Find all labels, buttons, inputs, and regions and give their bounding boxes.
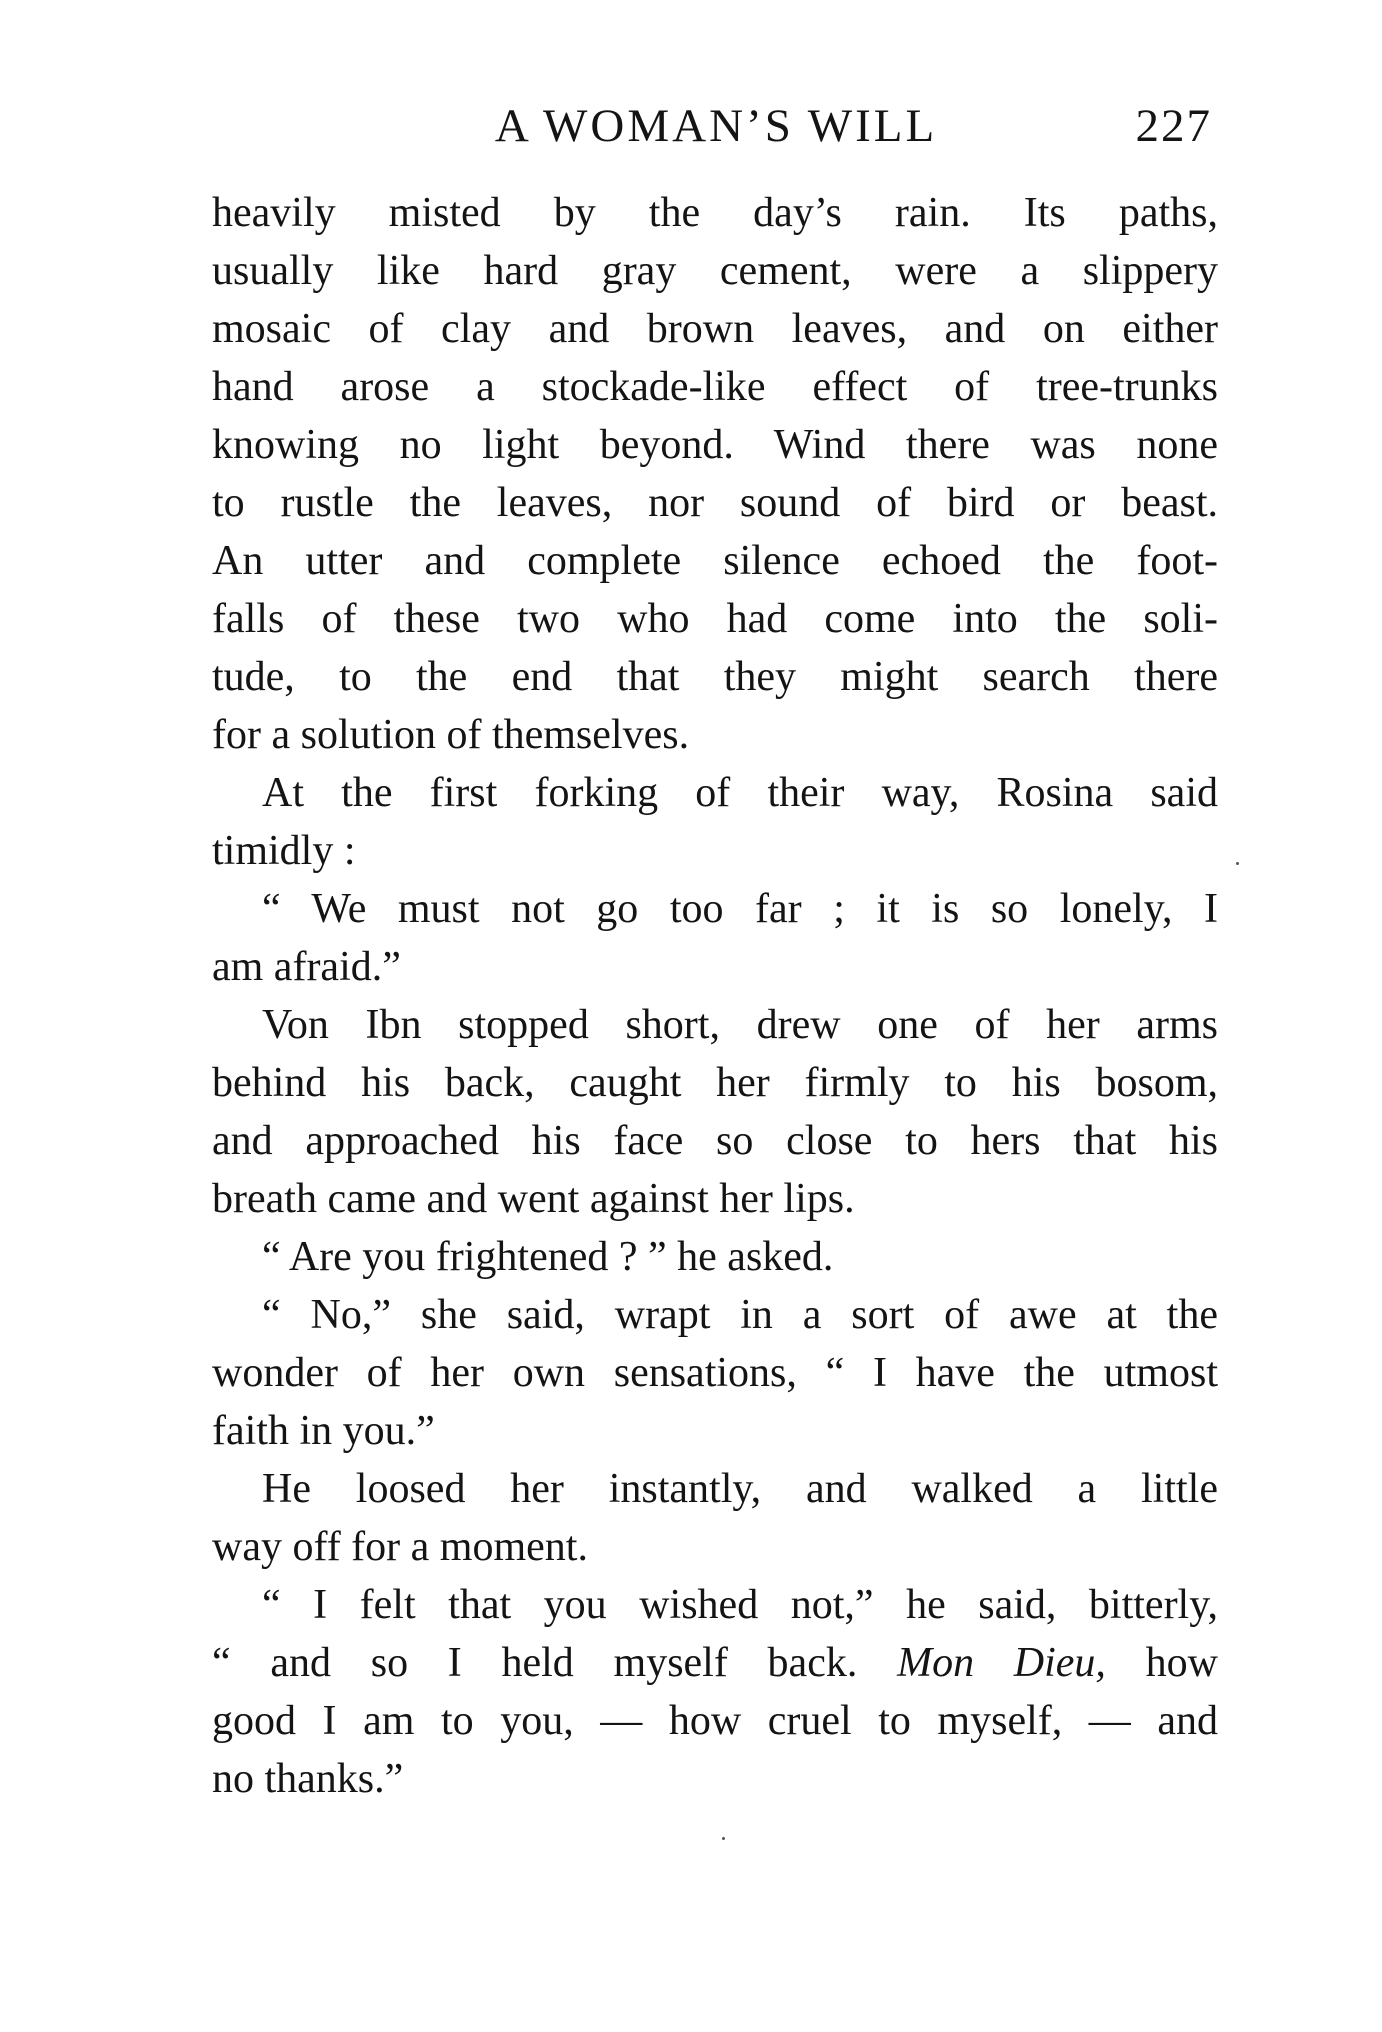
- text-line: At the first forking of their way, Rosina said: [262, 770, 1218, 816]
- text-line: “ We must not go too far ; it is so lonely, I: [262, 886, 1218, 932]
- text-line: timidly :: [212, 828, 356, 874]
- text-line: Von Ibn stopped short, drew one of her arms: [262, 1002, 1218, 1048]
- text-line: heavily misted by the day’s rain. Its paths,: [212, 190, 1218, 236]
- italic-phrase: Mon Dieu,: [897, 1640, 1106, 1686]
- text-line: knowing no light beyond. Wind there was none: [212, 422, 1218, 468]
- running-header: [212, 96, 1220, 156]
- text-line: An utter and complete silence echoed the foot-: [212, 538, 1218, 584]
- text-line: “ I felt that you wished not,” he said, bitterly,: [262, 1582, 1218, 1628]
- text-line: He loosed her instantly, and walked a little: [262, 1466, 1218, 1512]
- text-line: usually like hard gray cement, were a slippery: [212, 248, 1218, 294]
- text-segment: “ and so I held myself back.: [212, 1640, 858, 1686]
- text-line: no thanks.”: [212, 1756, 404, 1802]
- text-line: to rustle the leaves, nor sound of bird or beast.: [212, 480, 1218, 526]
- text-line: wonder of her own sensations, “ I have the utmost: [212, 1350, 1218, 1396]
- text-line: good I am to you, — how cruel to myself, — and: [212, 1698, 1218, 1744]
- page-number: 227: [1135, 100, 1212, 152]
- text-line: falls of these two who had come into the soli-: [212, 596, 1218, 642]
- text-line: faith in you.”: [212, 1408, 435, 1454]
- text-line: breath came and went against her lips.: [212, 1176, 855, 1222]
- text-line: am afraid.”: [212, 944, 401, 990]
- paper-speck: [722, 1837, 725, 1840]
- text-line: behind his back, caught her firmly to his bosom,: [212, 1060, 1218, 1106]
- paper-speck: [1236, 862, 1239, 865]
- text-line: mosaic of clay and brown leaves, and on either: [212, 306, 1218, 352]
- text-line: “ Are you frightened ? ” he asked.: [262, 1234, 834, 1280]
- text-line: [212, 1634, 1218, 1692]
- body-text: [212, 184, 1218, 1808]
- text-line: and approached his face so close to hers that his: [212, 1118, 1218, 1164]
- text-line: hand arose a stockade-like effect of tree-trunks: [212, 364, 1218, 410]
- text-line: way off for a moment.: [212, 1524, 588, 1570]
- text-line: “ No,” she said, wrapt in a sort of awe at the: [262, 1292, 1218, 1338]
- text-line: tude, to the end that they might search there: [212, 654, 1218, 700]
- text-segment: how: [1145, 1640, 1219, 1686]
- running-title: A WOMAN’S WILL: [494, 100, 938, 152]
- text-line: for a solution of themselves.: [212, 712, 690, 758]
